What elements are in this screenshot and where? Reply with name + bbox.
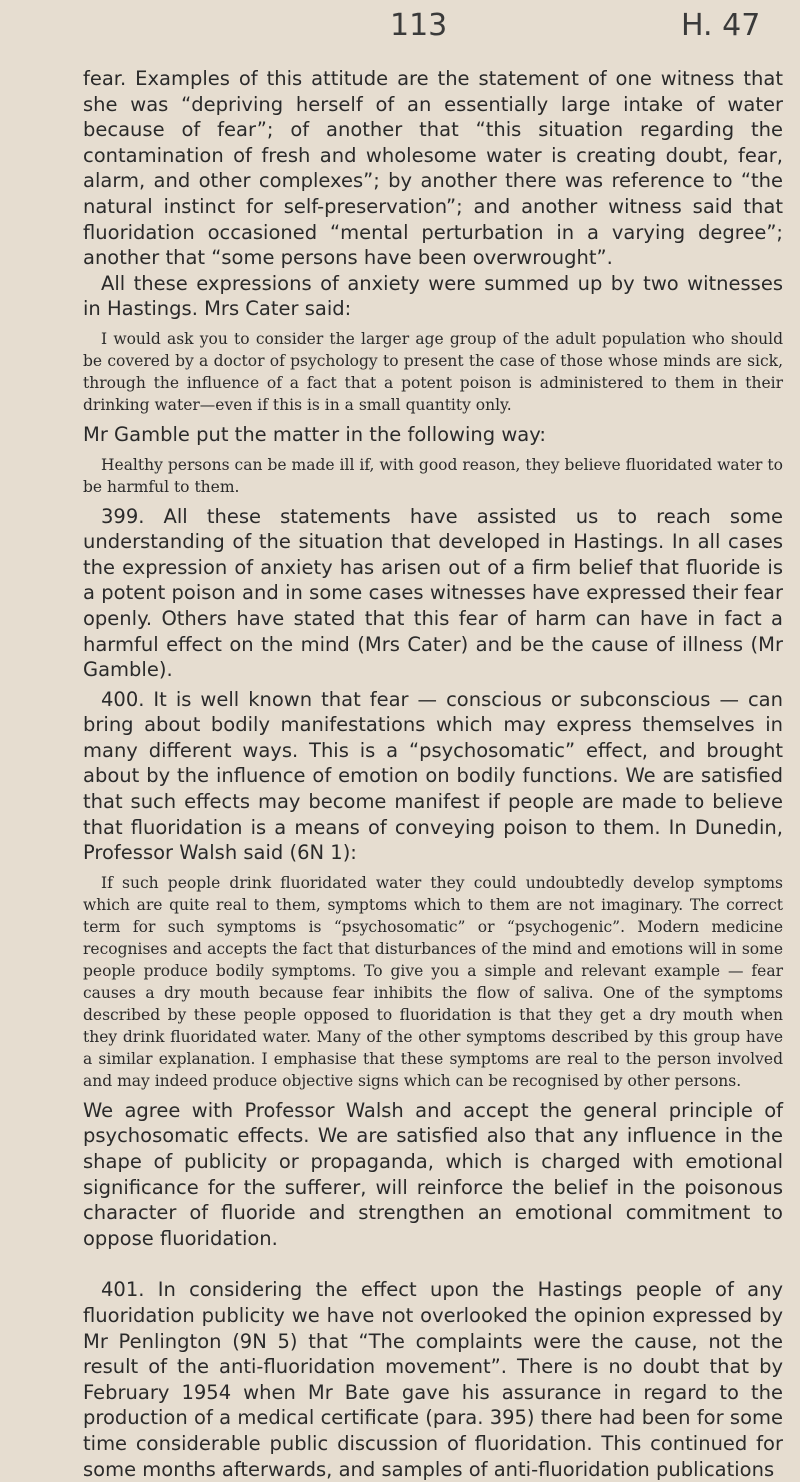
paragraph-399: 399. All these statements have assisted us to reach some understanding of the situation that developed in Hastings. In all cases the expression of anxiety has arisen out of a firm belief that fluoride is a potent poison and in some cases witnesses have expressed their fear openly. Others have stated that this fear of harm can have in fact a harmful effect on the mind (Mrs Cater) and be the cause of illness (Mr Gamble). (83, 504, 783, 682)
paragraph-summary: All these expressions of anxiety were summed up by two witnesses in Hastings. Mrs Cater said: (83, 271, 783, 321)
document-body (83, 66, 783, 1482)
paragraph-agreement: We agree with Professor Walsh and accept the general principle of psychosomatic effects. We are satisfied also that any influence in the shape of publicity or propaganda, which is charged with emotional significance for the sufferer, will reinforce the belief in the poisonous character of fluoride and strengthen an emotional commitment to oppose fluoridation. (83, 1098, 783, 1250)
paragraph-mr-gamble: Mr Gamble put the matter in the following way: (83, 422, 546, 446)
quote-mrs-cater: I would ask you to consider the larger age group of the adult population who should be covered by a doctor of psychology to present the case of those whose minds are sick, through the influence of a fact that a potent poison is administered to them in their drinking water—even if this is in a small quantity only. (83, 329, 783, 414)
quote-professor-walsh: If such people drink fluoridated water they could undoubtedly develop symptoms which are quite real to them, symptoms which to them are not imaginary. The correct term for such symptoms is “psychosomatic” or “psychogenic”. Modern medicine recognises and accepts the fact that disturbances of the mind and emotions will in some people produce bodily symptoms. To give you a simple and relevant example — fear causes a dry mouth because fear inhibits the flow of saliva. One of the symptoms described by these people opposed to fluoridation is that they get a dry mouth when they drink fluoridated water. Many of the other symptoms described by this group have a similar explanation. I emphasise that these symptoms are real to the person involved and may indeed produce objective signs which can be recognised by other persons. (83, 873, 783, 1090)
document-reference: H. 47 (681, 8, 761, 43)
quote-mr-gamble: Healthy persons can be made ill if, with good reason, they believe fluoridated water to be harmful to them. (83, 455, 783, 496)
paragraph-400: 400. It is well known that fear — conscious or subconscious — can bring about bodily manifestations which may express themselves in many different ways. This is a “psychosomatic” effect, and brought about by the influence of emotion on bodily functions. We are satisfied that such effects may become manifest if people are made to believe that fluoridation is a means of conveying poison to them. In Dunedin, Professor Walsh said (6N 1): (83, 687, 783, 865)
paragraph-continuation: fear. Examples of this attitude are the statement of one witness that she was “depriving herself of an essentially large intake of water because of fear”; of another that “this situation regarding the contamination of fresh and wholesome water is creating doubt, fear, alarm, and other complexes”; by another there was reference to “the natural instinct for self-preservation”; and another witness said that fluoridation occasioned “mental perturbation in a varying degree”; another that “some persons have been overwrought”. (83, 67, 783, 270)
paragraph-401: 401. In considering the effect upon the Hastings people of any fluoridation publicity we have not overlooked the opinion expressed by Mr Penlington (9N 5) that “The complaints were the cause, not the result of the anti-fluoridation movement”. There is no doubt that by February 1954 when Mr Bate gave his assurance in regard to the production of a medical certificate (para. 395) there had been for some time considerable public discussion of fluoridation. This continued for some months afterwards, and samples of anti-fluoridation publications (83, 1278, 783, 1481)
page-header (0, 8, 800, 48)
page-number: 113 (390, 8, 448, 43)
